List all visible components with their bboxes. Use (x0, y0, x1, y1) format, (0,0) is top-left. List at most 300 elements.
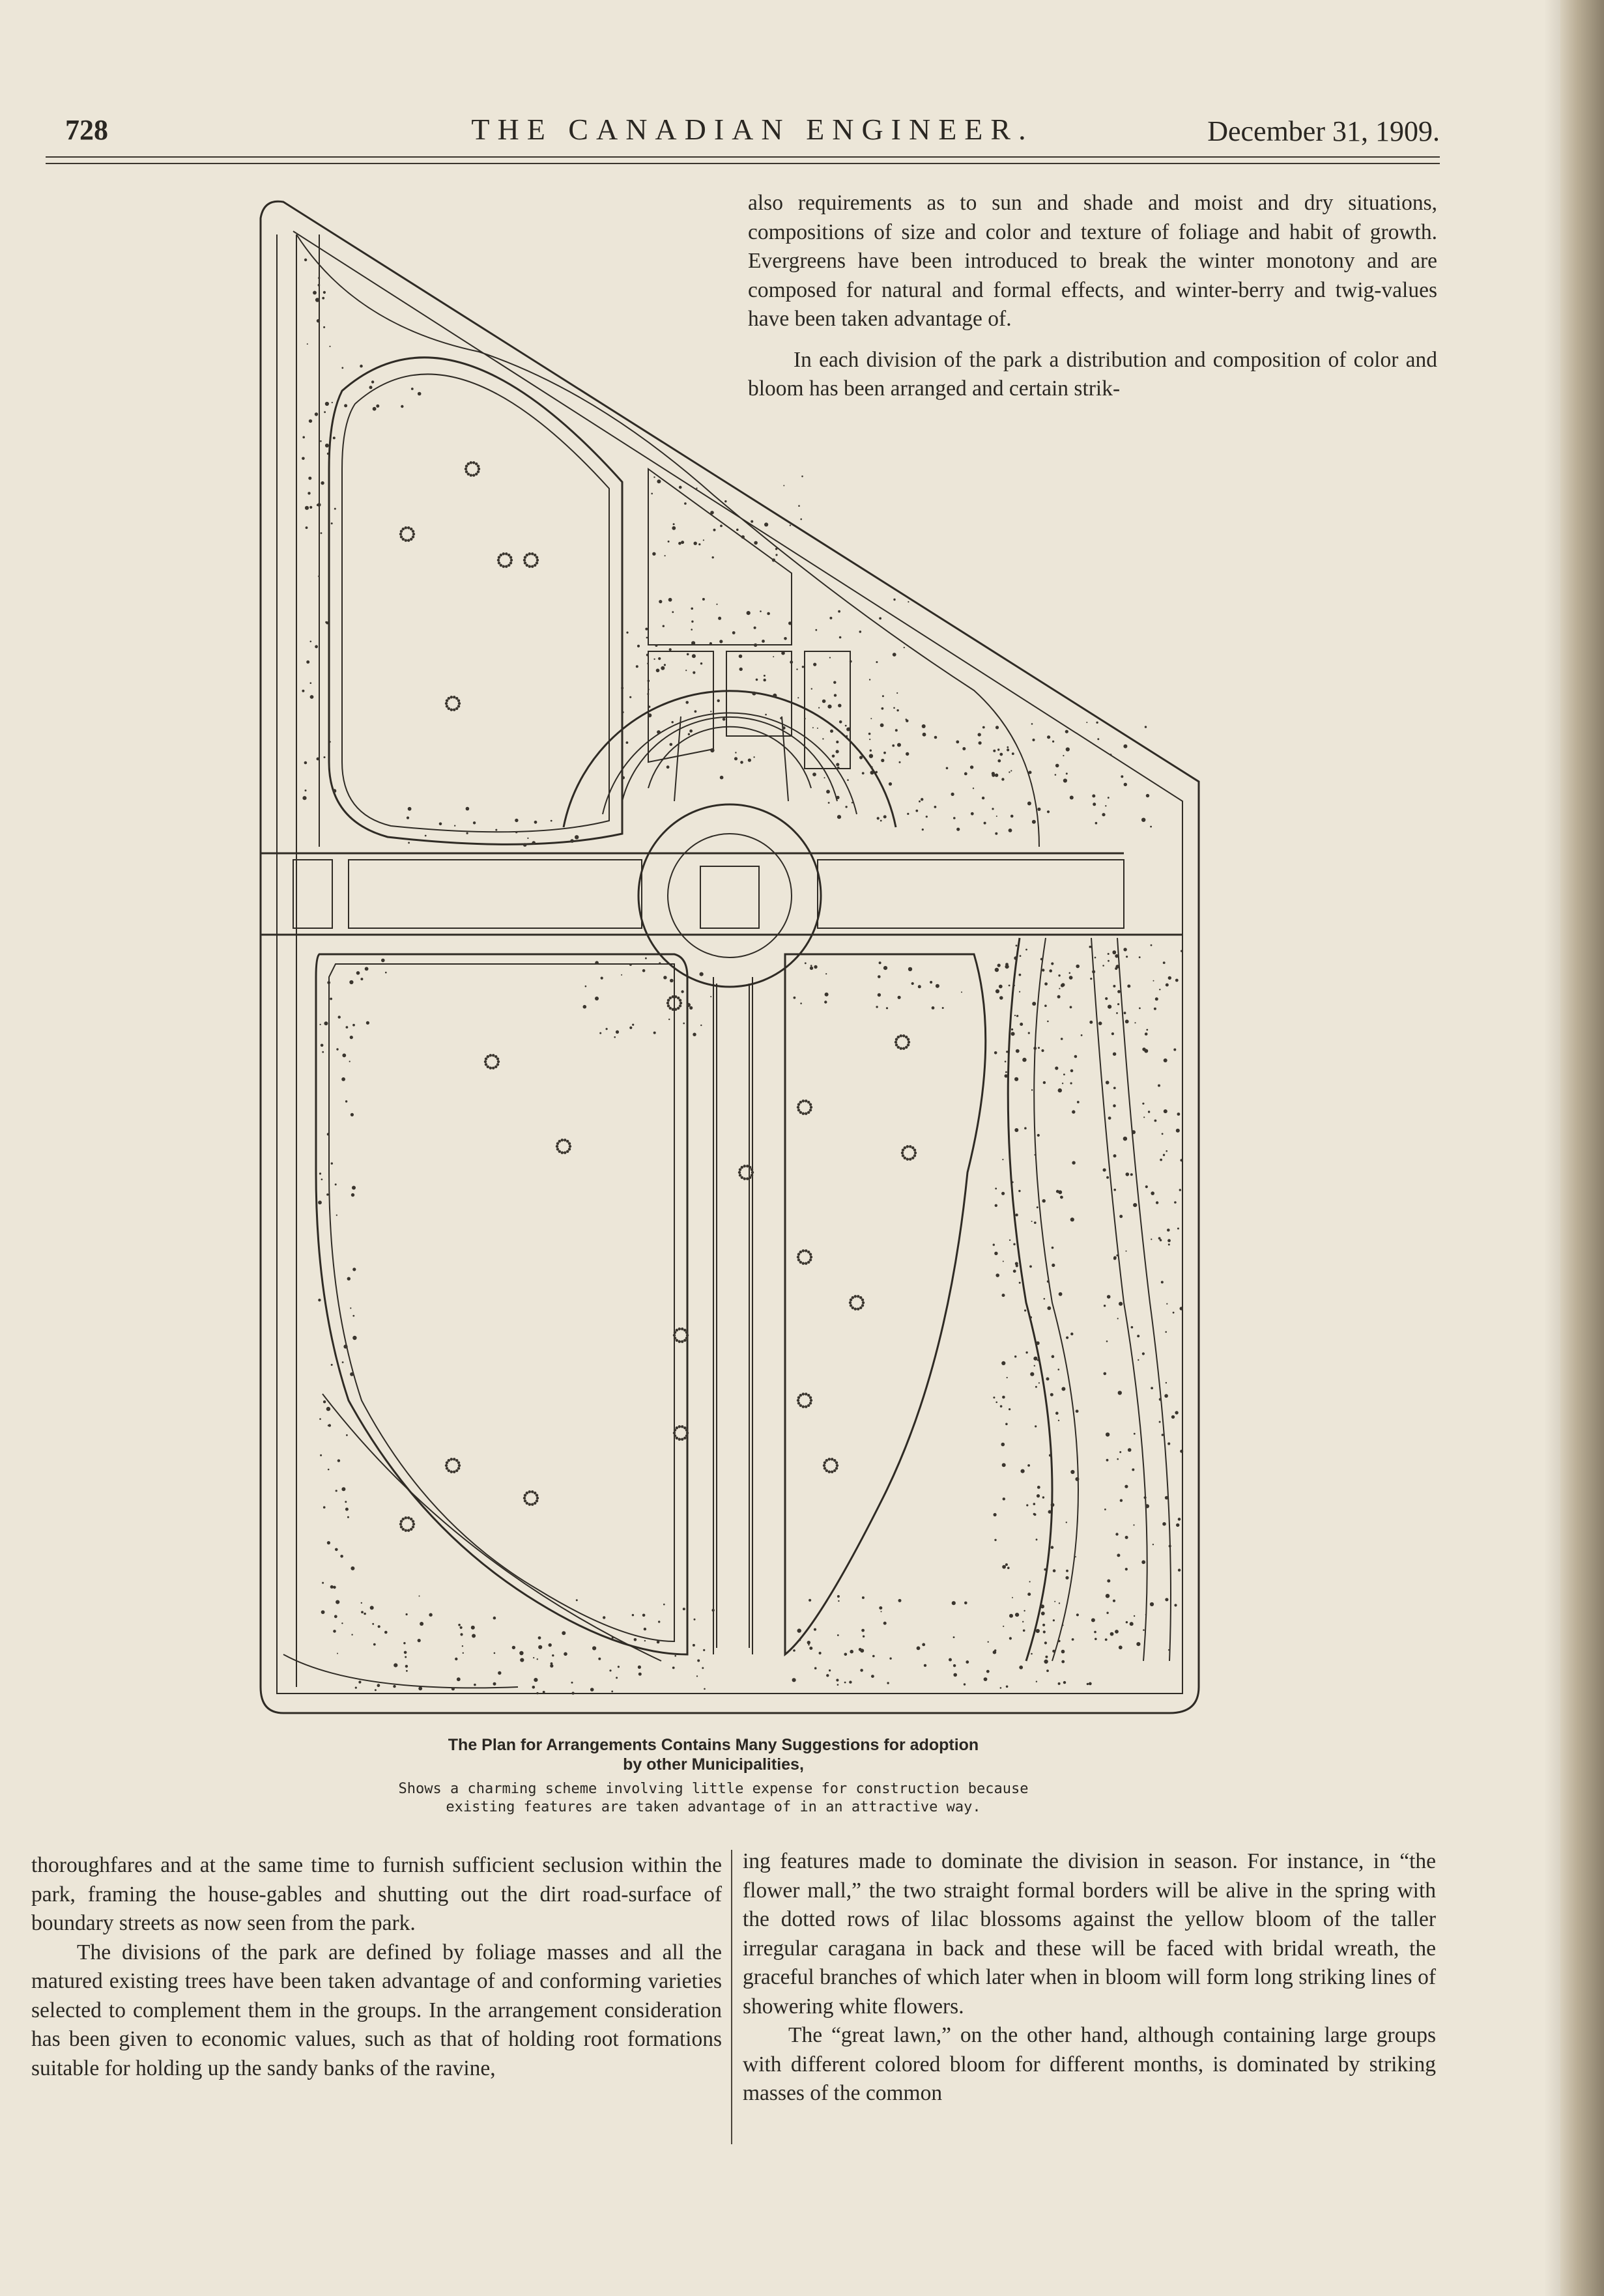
specimen-tree-dot (686, 1334, 689, 1337)
tree-dot (536, 1692, 538, 1694)
tree-dot (1047, 735, 1050, 739)
tree-dot (1051, 1503, 1055, 1507)
tree-dot (1070, 1333, 1073, 1335)
specimen-tree-dot (809, 1253, 812, 1256)
specimen-tree-dot (683, 1329, 686, 1331)
tree-dot (325, 402, 329, 406)
tree-dot (878, 993, 881, 997)
tree-dot (917, 1647, 921, 1651)
specimen-tree-dot (457, 705, 460, 707)
tree-dot (658, 657, 661, 660)
tree-dot (1012, 1182, 1014, 1183)
specimen-tree-dot (857, 1308, 859, 1311)
tree-dot (893, 653, 896, 657)
tree-dot (740, 761, 743, 764)
specimen-tree-dot (448, 1459, 450, 1462)
specimen-tree-dot (510, 559, 513, 561)
tree-dot (1018, 1190, 1020, 1192)
tree-dot (310, 641, 312, 643)
specimen-tree-dot (799, 1404, 802, 1407)
tree-dot (824, 1000, 827, 1003)
tree-dot (1153, 1544, 1154, 1545)
tree-dot (538, 1645, 542, 1649)
tree-dot (1014, 1015, 1016, 1016)
tree-dot (898, 996, 901, 999)
tree-dot (993, 1396, 995, 1398)
tree-dot (1034, 1365, 1035, 1367)
specimen-tree-dot (536, 1497, 539, 1499)
tree-dot (325, 621, 327, 623)
specimen-tree-dot (797, 1402, 800, 1404)
tree-dot (364, 1613, 366, 1615)
tree-dot (657, 730, 661, 734)
tree-dot (1041, 1049, 1044, 1052)
tree-dot (519, 1651, 523, 1655)
paragraph: thoroughfares and at the same time to furnish sufficient seclusion within the park, framing the house-gables and shutting out the dirt road-surface of boundary streets as now seen from the park. (31, 1853, 722, 1935)
tree-dot (1146, 1029, 1148, 1031)
specimen-tree-dot (807, 1404, 810, 1407)
tree-dot (837, 1684, 839, 1686)
specimen-tree-dot (900, 1034, 902, 1037)
tree-dot (754, 541, 758, 545)
tree-dot (1145, 726, 1147, 728)
specimen-tree-dot (902, 1047, 905, 1050)
tree-dot (838, 704, 841, 707)
tree-dot (775, 554, 777, 556)
specimen-tree-dot (809, 1103, 812, 1106)
tree-dot (599, 1032, 601, 1034)
tree-dot (814, 1667, 817, 1669)
specimen-tree-dot (412, 530, 414, 533)
tree-dot (1125, 1536, 1128, 1539)
tree-dot (345, 1508, 349, 1511)
tree-dot (1092, 970, 1095, 973)
tree-dot (1143, 1116, 1145, 1118)
tree-dot (332, 402, 333, 403)
tree-dot (840, 731, 842, 733)
tree-dot (845, 806, 847, 808)
specimen-tree-dot (485, 1063, 487, 1066)
tree-dot (349, 980, 353, 984)
tree-dot (1047, 810, 1050, 813)
specimen-tree-dot (505, 552, 508, 555)
specimen-tree-dot (674, 1337, 676, 1339)
specimen-tree-dot (828, 1458, 831, 1460)
specimen-tree-dot (683, 1339, 686, 1342)
tree-dot (946, 767, 949, 770)
tree-dot (668, 541, 670, 543)
tree-dot (1139, 1008, 1141, 1010)
specimen-tree-dot (477, 465, 480, 468)
tree-dot (782, 726, 786, 730)
tree-dot (1096, 722, 1098, 724)
specimen-tree-dot (561, 1152, 564, 1154)
tree-dot (1042, 1624, 1045, 1626)
tree-dot (329, 346, 330, 347)
specimen-tree-dot (835, 1462, 838, 1464)
tree-dot (1033, 1047, 1037, 1050)
tree-dot (810, 967, 813, 970)
tree-dot (663, 625, 665, 627)
tree-dot (532, 1686, 536, 1689)
tree-dot (911, 982, 914, 985)
tree-dot (999, 985, 1003, 989)
specimen-tree-dot (666, 1002, 669, 1004)
tree-dot (703, 1649, 705, 1651)
tree-dot (304, 761, 308, 765)
tree-dot (712, 556, 714, 558)
specimen-tree-dot (400, 530, 403, 533)
tree-dot (1106, 1340, 1108, 1342)
tree-dot (764, 675, 766, 677)
specimen-tree-dot (531, 1490, 534, 1493)
tree-dot (1076, 1613, 1079, 1616)
tree-dot (895, 729, 898, 731)
specimen-tree-dot (556, 1145, 558, 1148)
tree-dot (323, 1506, 326, 1509)
tree-dot (663, 976, 666, 979)
tree-dot (889, 1658, 891, 1660)
specimen-tree-dot (478, 468, 480, 470)
tree-dot (825, 973, 827, 974)
caption-sub-line: existing features are taken advantage of in an attractive way. (446, 1799, 981, 1815)
tree-dot (951, 793, 954, 796)
specimen-tree-dot (895, 1041, 897, 1043)
specimen-tree-dot (410, 1518, 412, 1520)
tree-dot (1047, 1281, 1050, 1283)
tree-dot (668, 598, 672, 602)
tree-dot (798, 505, 800, 507)
tree-dot (1049, 1454, 1052, 1456)
tree-dot (636, 665, 638, 668)
tree-dot (838, 1600, 839, 1602)
tree-dot (877, 817, 880, 819)
tree-dot (1104, 1509, 1106, 1510)
tree-stipple (302, 259, 1183, 1695)
specimen-tree-dot (807, 1101, 810, 1103)
specimen-tree-dot (523, 559, 526, 561)
specimen-tree-dot (407, 1529, 410, 1532)
tree-dot (323, 326, 325, 328)
tree-dot (710, 748, 714, 752)
tree-dot (595, 961, 599, 965)
tree-dot (1159, 1421, 1161, 1423)
tree-dot (1009, 1637, 1012, 1639)
tree-dot (1106, 1594, 1110, 1598)
tree-dot (829, 617, 832, 619)
tree-dot (1142, 1103, 1144, 1105)
tree-dot (1072, 1110, 1075, 1113)
specimen-tree-dot (676, 1339, 678, 1342)
tree-dot (1130, 1622, 1134, 1626)
specimen-tree-dot (526, 1492, 528, 1494)
specimen-tree-dot (531, 565, 534, 568)
tree-dot (319, 1172, 321, 1174)
tree-dot (1058, 974, 1060, 976)
specimen-tree-dot (524, 561, 526, 564)
specimen-tree-dot (492, 1067, 494, 1070)
tree-dot (315, 298, 319, 302)
tree-dot (1013, 985, 1015, 987)
specimen-tree-dot (484, 1060, 487, 1063)
specimen-tree-dot (679, 1004, 681, 1007)
tree-dot (644, 1640, 646, 1641)
tree-dot (457, 1677, 461, 1681)
specimen-tree-dot (809, 1258, 812, 1261)
tree-dot (1044, 1298, 1046, 1300)
tree-dot (1054, 1601, 1055, 1602)
tree-dot (1155, 997, 1158, 1000)
tree-dot (418, 1686, 422, 1690)
specimen-tree-dot (905, 1046, 908, 1049)
tree-dot (717, 700, 720, 702)
tree-dot (849, 1680, 852, 1683)
tree-dot (309, 419, 312, 423)
specimen-tree-dot (470, 474, 472, 477)
tree-dot (919, 801, 921, 802)
tree-dot (681, 990, 683, 993)
specimen-tree-dot (797, 1109, 800, 1111)
tree-dot (1180, 1307, 1183, 1310)
tree-dot (1104, 1372, 1107, 1376)
tree-dot (1005, 965, 1009, 969)
tree-dot (982, 726, 985, 729)
tree-dot (997, 748, 999, 750)
tree-dot (493, 1617, 496, 1620)
tree-dot (822, 738, 823, 739)
tree-dot (752, 692, 756, 696)
tree-dot (1000, 1687, 1002, 1689)
page-number: 728 (65, 114, 108, 146)
tree-dot (404, 1651, 407, 1654)
specimen-tree-dot (457, 1467, 460, 1469)
specimen-tree-dot (534, 1492, 536, 1494)
tree-dot (317, 504, 319, 506)
tree-dot (331, 1163, 333, 1165)
specimen-tree-dot (683, 1426, 686, 1429)
tree-dot (1046, 1669, 1049, 1672)
tree-dot (1031, 1653, 1033, 1655)
tree-dot (1137, 1335, 1139, 1337)
tree-dot (626, 741, 629, 744)
tree-dot (1027, 802, 1031, 806)
specimen-tree-dot (859, 1296, 862, 1299)
tree-dot (304, 259, 307, 261)
specimen-tree-dot (556, 1142, 559, 1145)
specimen-tree-dot (667, 999, 670, 1002)
tree-dot (1048, 1510, 1052, 1513)
tree-dot (956, 741, 959, 744)
tree-dot (1031, 723, 1033, 725)
tree-dot (1113, 1189, 1116, 1191)
tree-dot (1087, 1683, 1089, 1685)
tree-dot (1044, 1660, 1048, 1664)
tree-dot (1166, 1303, 1167, 1305)
specimen-tree-dot (528, 552, 531, 555)
tree-dot (896, 709, 898, 711)
specimen-tree-dot (905, 1036, 908, 1038)
paragraph: In each division of the park a distribution and composition of color and bloom has been arranged and certain strik- (748, 347, 1437, 401)
tree-dot (997, 964, 1001, 967)
tree-dot (373, 1643, 376, 1646)
specimen-tree-dot (489, 1054, 492, 1056)
tree-dot (330, 1585, 334, 1589)
tree-dot (881, 759, 884, 762)
specimen-tree-dot (455, 1469, 458, 1472)
tree-dot (907, 813, 909, 815)
tree-dot (1093, 802, 1096, 806)
tree-dot (764, 679, 766, 681)
tree-dot (1115, 954, 1119, 958)
specimen-tree-dot (528, 1490, 531, 1493)
tree-dot (833, 681, 836, 684)
tree-dot (325, 444, 329, 447)
tree-dot (886, 1007, 888, 1009)
tree-dot (799, 1639, 801, 1641)
tree-dot (934, 736, 938, 739)
tree-dot (471, 1626, 475, 1630)
tree-dot (756, 679, 758, 681)
tree-dot (1025, 949, 1027, 951)
tree-dot (1001, 1443, 1005, 1447)
tree-dot (952, 1601, 956, 1605)
specimen-tree-dot (825, 1459, 828, 1462)
specimen-tree-dot (412, 1523, 415, 1525)
tree-dot (653, 1032, 656, 1034)
tree-dot (418, 1639, 421, 1642)
tree-dot (372, 1623, 374, 1625)
tree-dot (343, 1344, 347, 1348)
tree-dot (663, 1604, 665, 1606)
tree-dot (302, 436, 305, 439)
tree-dot (369, 386, 373, 389)
tree-dot (818, 707, 820, 709)
tree-dot (825, 993, 829, 997)
tree-dot (1108, 953, 1110, 955)
tree-dot (543, 1691, 545, 1694)
tree-dot (302, 796, 306, 800)
tree-dot (1053, 1569, 1056, 1572)
tree-dot (647, 693, 649, 695)
tree-dot (1013, 1243, 1015, 1245)
specimen-tree-dot (802, 1406, 805, 1408)
specimen-tree-dot (833, 1469, 836, 1472)
tree-dot (1033, 1513, 1036, 1516)
specimen-tree-dot (496, 1063, 499, 1066)
tree-dot (691, 629, 693, 631)
tree-dot (720, 776, 724, 780)
tree-dot (1164, 1109, 1167, 1113)
specimen-tree-dot (831, 1458, 833, 1460)
tree-dot (1077, 1101, 1080, 1103)
specimen-tree-dot (797, 1256, 799, 1258)
right-column-bottom (743, 1847, 1436, 2108)
tree-dot (1180, 1159, 1182, 1161)
tree-dot (921, 798, 923, 801)
tree-dot (1010, 770, 1012, 771)
tree-dot (429, 1613, 432, 1617)
tree-dot (1113, 985, 1115, 987)
tree-dot (1104, 1305, 1106, 1307)
tree-dot (710, 996, 711, 997)
tree-dot (783, 485, 784, 487)
tree-dot (642, 969, 646, 972)
tree-dot (1042, 969, 1044, 971)
tree-dot (326, 1407, 330, 1411)
tree-dot (1025, 1352, 1027, 1354)
specimen-tree-dot (797, 1106, 799, 1109)
tree-dot (869, 679, 870, 680)
tree-dot (1046, 1378, 1050, 1381)
tree-dot (812, 772, 816, 776)
tree-dot (1130, 1173, 1133, 1176)
tree-dot (419, 1595, 420, 1596)
specimen-tree-dot (676, 1437, 678, 1439)
tree-dot (860, 1669, 863, 1672)
tree-dot (1041, 1611, 1045, 1615)
tree-dot (1050, 1393, 1053, 1396)
tree-dot (327, 1541, 330, 1544)
tree-dot (1156, 1201, 1158, 1204)
tree-dot (827, 705, 831, 709)
tree-dot (800, 518, 802, 520)
tree-dot (337, 1459, 340, 1462)
tree-dot (1075, 1556, 1076, 1557)
tree-dot (1031, 1089, 1033, 1090)
specimen-tree-dot (852, 1296, 854, 1299)
specimen-tree-dot (446, 1462, 448, 1464)
tree-dot (1023, 1630, 1025, 1632)
tree-dot (321, 1044, 324, 1047)
specimen-tree-dot (465, 470, 468, 473)
tree-dot (669, 648, 672, 651)
tree-dot (1037, 808, 1040, 811)
specimen-tree-dot (895, 1043, 898, 1046)
tree-dot (1001, 1361, 1005, 1365)
specimen-tree-dot (400, 1520, 403, 1523)
tree-dot (1005, 1061, 1007, 1063)
tree-dot (689, 1006, 693, 1010)
tree-dot (670, 743, 673, 746)
tree-dot (811, 688, 812, 689)
tree-dot (1110, 1632, 1114, 1636)
tree-dot (837, 767, 840, 769)
tree-dot (915, 810, 918, 812)
tree-dot (1154, 1120, 1157, 1122)
tree-dot (870, 718, 872, 719)
tree-dot (356, 971, 360, 975)
tree-dot (463, 1652, 464, 1654)
tree-dot (352, 1336, 356, 1340)
tree-dot (341, 1487, 345, 1491)
tree-dot (1005, 1071, 1007, 1073)
tree-dot (1063, 1681, 1066, 1684)
tree-dot (638, 1673, 642, 1676)
specimen-tree-dot (402, 538, 405, 541)
tree-dot (932, 1006, 935, 1010)
tree-dot (672, 526, 676, 530)
tree-dot (1014, 1355, 1016, 1357)
tree-dot (1016, 1015, 1018, 1017)
tree-dot (772, 558, 775, 561)
tree-dot (345, 1100, 347, 1102)
tree-dot (1024, 1610, 1025, 1611)
tree-dot (351, 1566, 354, 1570)
tree-dot (1106, 1612, 1108, 1614)
tree-dot (1042, 1496, 1044, 1498)
tree-dot (1165, 1331, 1167, 1333)
tree-dot (1027, 1464, 1030, 1467)
